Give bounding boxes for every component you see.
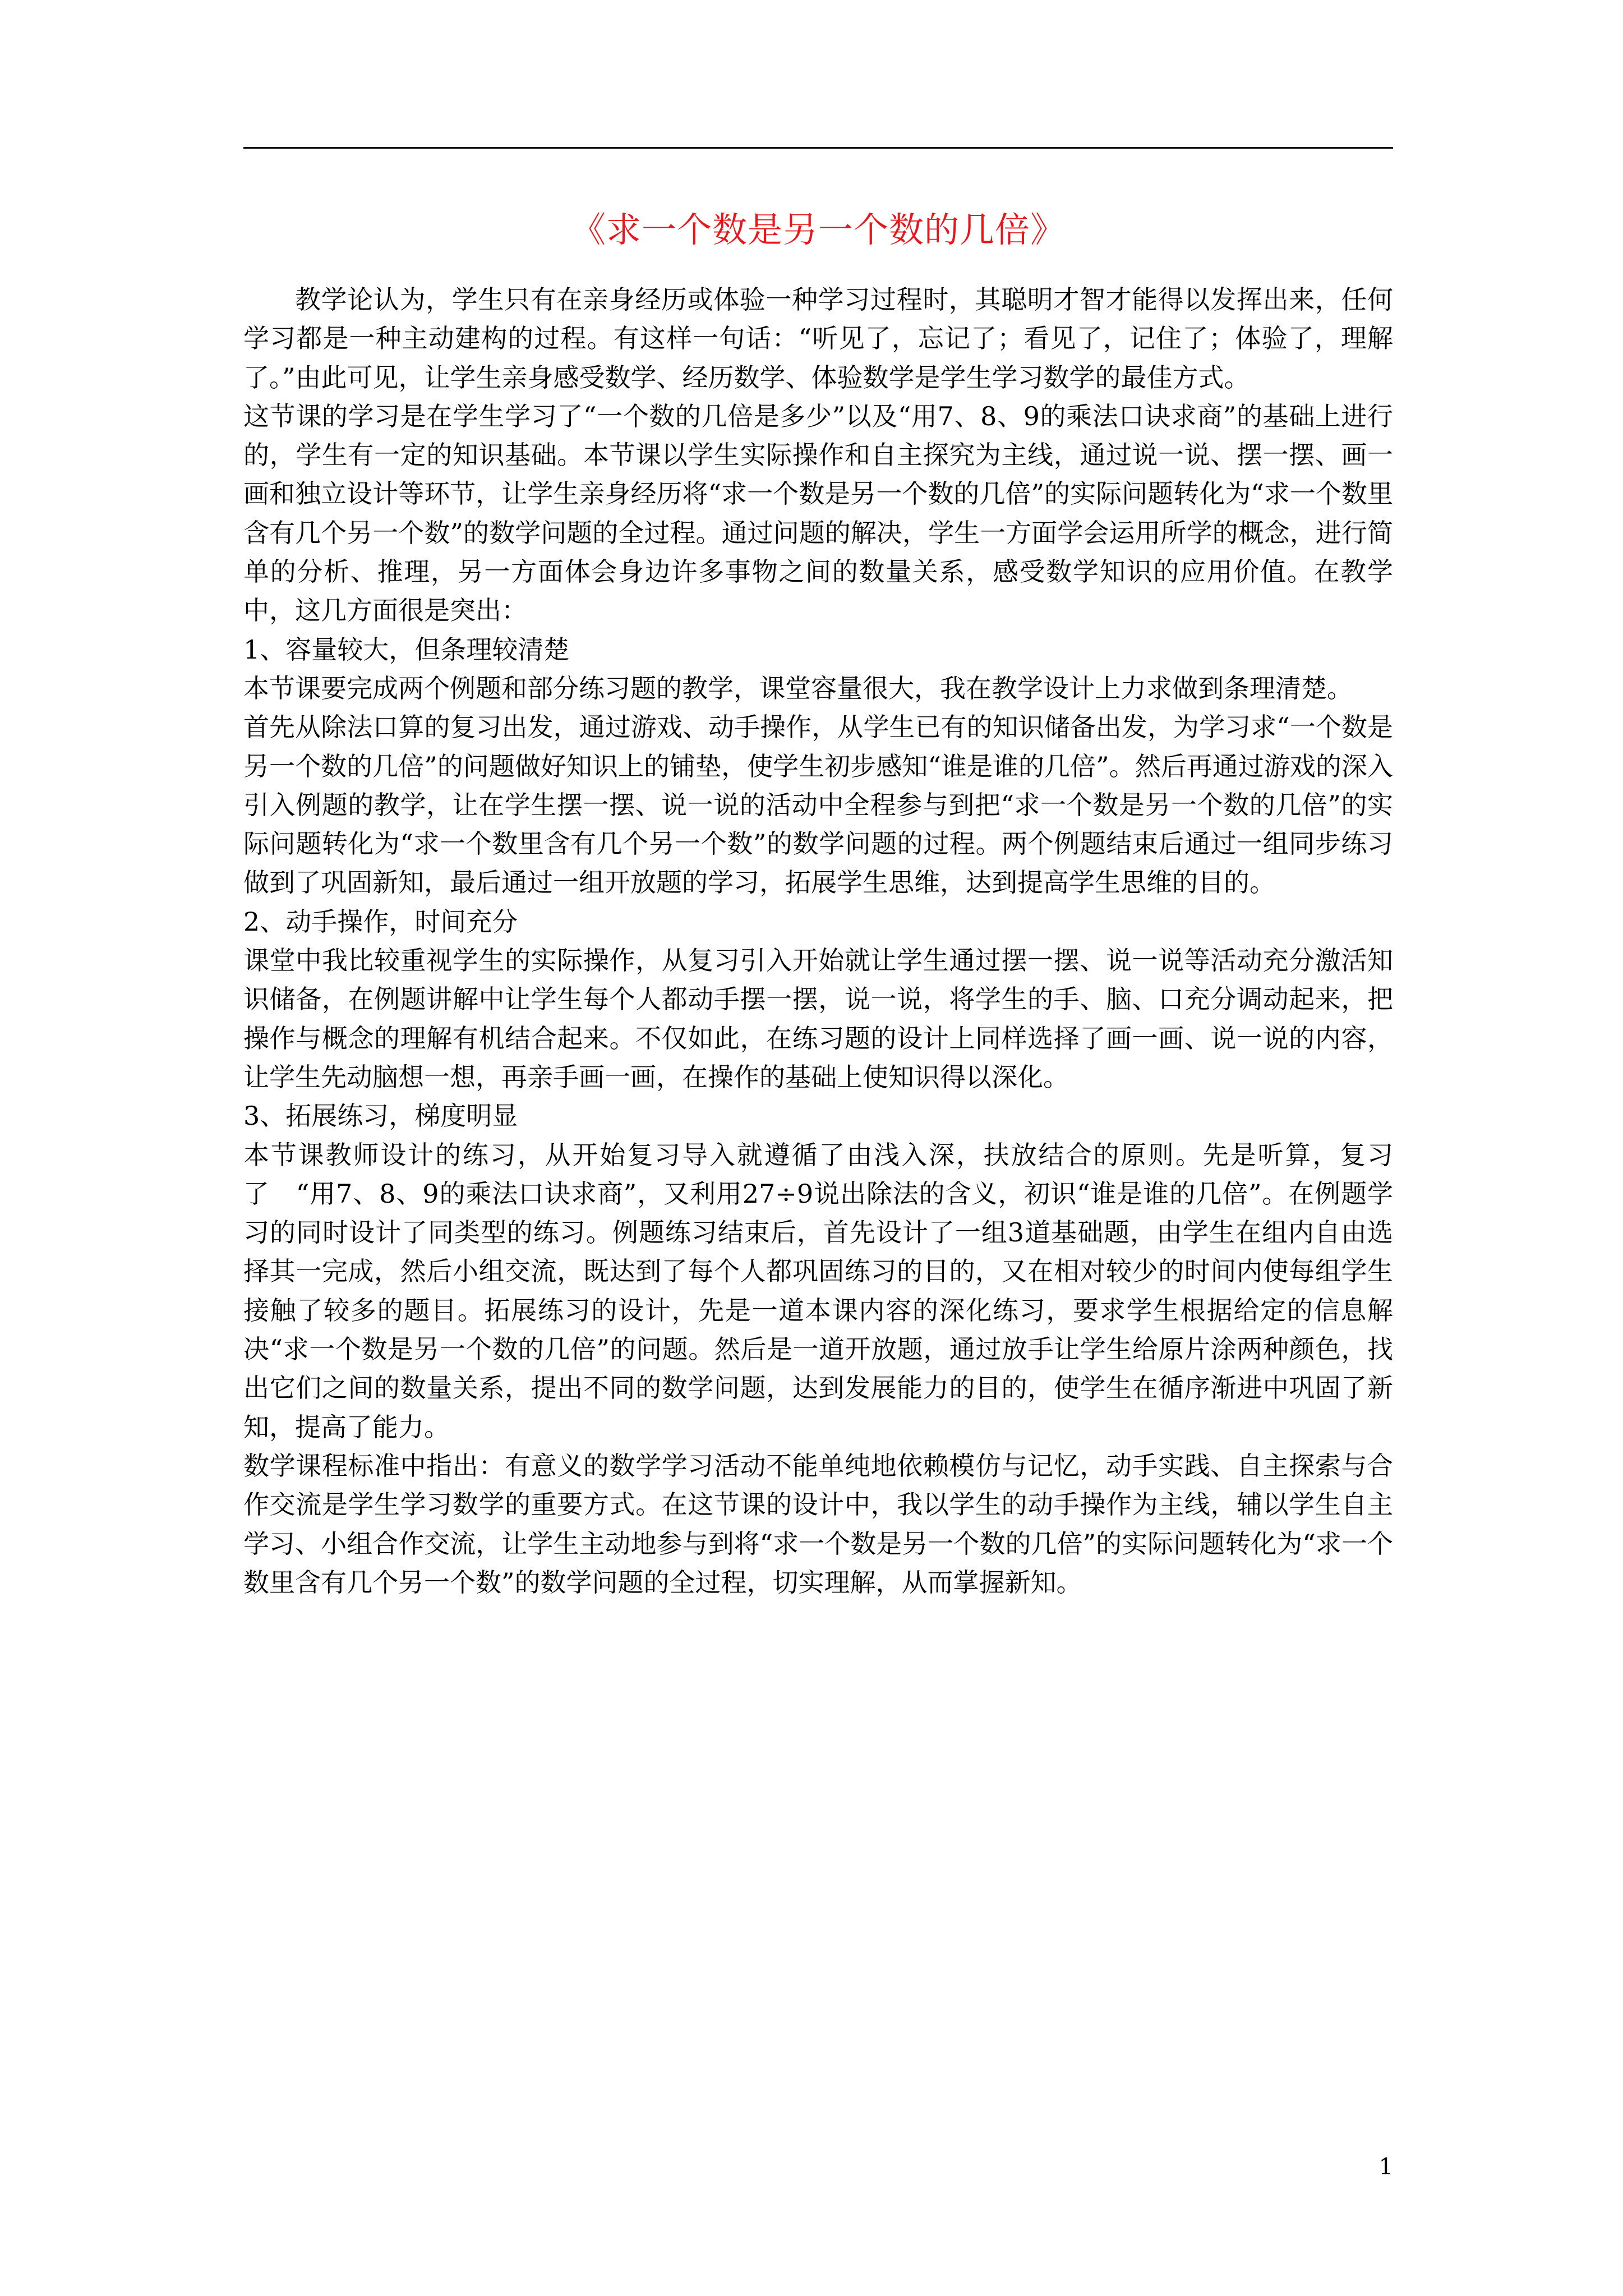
page-number: 1 (1378, 2154, 1393, 2180)
section-heading-1: 1、容量较大，但条理较清楚 (243, 634, 570, 665)
paragraph-section-2-detail: 课堂中我比较重视学生的实际操作，从复习引入开始就让学生通过摆一摆、说一说等活动充分激活知识储备，在例题讲解中让学生每个人都动手摆一摆，说一说，将学生的手、脑、口充分调动起来，把操作与概念的理解有机结合起来。不仅如此，在练习题的设计上同样选择了画一画、说一说的内容，让学生先动脑想一想，再亲手画一画，在操作的基础上使知识得以深化。 (243, 945, 1393, 1092)
paragraph-intro: 教学论认为，学生只有在亲身经历或体验一种学习过程时，其聪明才智才能得以发挥出来，任何学习都是一种主动建构的过程。有这样一句话：“听见了，忘记了；看见了，记住了；体验了，理解了。”由此可见，让学生亲身感受数学、经历数学、体验数学是学生学习数学的最佳方式。 (243, 284, 1393, 393)
document-title: 《求一个数是另一个数的几倍》 (570, 209, 1066, 250)
section-heading-3: 3、拓展练习，梯度明显 (243, 1101, 518, 1131)
header-rule (243, 147, 1393, 149)
section-heading-2: 2、动手操作，时间充分 (243, 906, 518, 937)
document-body (243, 280, 1393, 1602)
paragraph-conclusion: 数学课程标准中指出：有意义的数学学习活动不能单纯地依赖模仿与记忆，动手实践、自主探索与合作交流是学生学习数学的重要方式。在这节课的设计中，我以学生的动手操作为主线，辅以学生自主学习、小组合作交流，让学生主动地参与到将“求一个数是另一个数的几倍”的实际问题转化为“求一个数里含有几个另一个数”的数学问题的全过程，切实理解，从而掌握新知。 (243, 1450, 1393, 1598)
paragraph-section-3-detail: 本节课教师设计的练习，从开始复习导入就遵循了由浅入深，扶放结合的原则。先是听算，复习了 “用7、8、9的乘法口诀求商”，又利用27÷9说出除法的含义，初识“谁是谁的几倍”。在例题学习的同时设计了同类型的练习。例题练习结束后，首先设计了一组3道基础题，由学生在组内自由选择其一完成，然后小组交流，既达到了每个人都巩固练习的目的，又在相对较少的时间内使每组学生接触了较多的题目。拓展练习的设计，先是一道本课内容的深化练习，要求学生根据给定的信息解决“求一个数是另一个数的几倍”的问题。然后是一道开放题，通过放手让学生给原片涂两种颜色，找出它们之间的数量关系，提出不同的数学问题，达到发展能力的目的，使学生在循序渐进中巩固了新知，提高了能力。 (243, 1139, 1393, 1442)
paragraph-section-1-summary: 本节课要完成两个例题和部分练习题的教学，课堂容量很大，我在教学设计上力求做到条理清楚。 (243, 673, 1353, 703)
paragraph-section-1-detail: 首先从除法口算的复习出发，通过游戏、动手操作，从学生已有的知识储备出发，为学习求“一个数是另一个数的几倍”的问题做好知识上的铺垫，使学生初步感知“谁是谁的几倍”。然后再通过游戏的深入引入例题的教学，让在学生摆一摆、说一说的活动中全程参与到把“求一个数是另一个数的几倍”的实际问题转化为“求一个数里含有几个另一个数”的数学问题的过程。两个例题结束后通过一组同步练习做到了巩固新知，最后通过一组开放题的学习，拓展学生思维，达到提高学生思维的目的。 (243, 712, 1393, 898)
paragraph-lesson-overview: 这节课的学习是在学生学习了“一个数的几倍是多少”以及“用7、8、9的乘法口诀求商”的基础上进行的，学生有一定的知识基础。本节课以学生实际操作和自主探究为主线，通过说一说、摆一摆、画一画和独立设计等环节，让学生亲身经历将“求一个数是另一个数的几倍”的实际问题转化为“求一个数里含有几个另一个数”的数学问题的全过程。通过问题的解决，学生一方面学会运用所学的概念，进行简单的分析、推理，另一方面体会身边许多事物之间的数量关系，感受数学知识的应用价值。在教学中，这几方面很是突出： (243, 401, 1393, 626)
